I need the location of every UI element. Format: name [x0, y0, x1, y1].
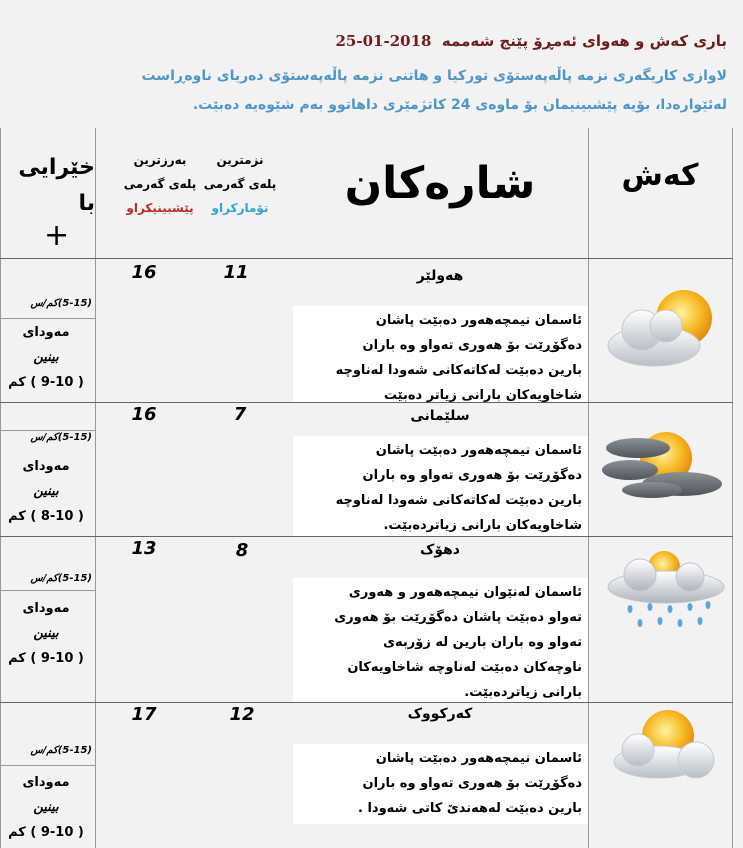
description-line: ئاسمان نیمچەهەور دەبێت پاشان [375, 751, 582, 766]
description-line: ئاسمان نیمچەهەور دەبێت پاشان [375, 443, 582, 458]
weather-column-header: کەش [621, 158, 699, 193]
summary-line-2: لەئێوارەدا، بۆیە پێشبینیمان بۆ ماوەی 24 کاتژمێری داهاتوو بەم شێوەیە دەبێت. [192, 97, 727, 113]
description-line: شاخاویەکان بارانی زیاتر دەبێت [383, 388, 582, 403]
wind-header-line-2: با [78, 191, 95, 216]
description-line: دەگۆڕێت بۆ هەوری تەواو وە باران [362, 338, 582, 353]
description-line: شاخاویەکان بارانی زیاتردەبێت. [383, 518, 582, 533]
min-temp-value: 7 [233, 404, 247, 425]
description-line: دەگۆڕێت بۆ هەوری تەواو وە باران [362, 776, 582, 791]
visibility-range: ( 9-10 ) کم [8, 375, 84, 390]
cities-column-header: شارەکان [344, 158, 536, 209]
visibility-label: بینین [33, 350, 59, 365]
description-line: بارین دەبێت لەکاتەکانی شەودا لەناوچە [335, 363, 582, 378]
wind-speed-value: (5-15)کم/س [30, 745, 92, 756]
forecast-summary [27, 62, 727, 120]
min-temp-header-line-1: نزمترین [216, 153, 264, 167]
max-temp-header-line-2: پلەی گەرمی [123, 177, 197, 191]
wind-speed-value: (5-15)کم/س [30, 298, 92, 309]
max-temp-header-line-3: پێشبینیکراو [126, 201, 194, 215]
visibility-label: مەودای [22, 325, 70, 340]
visibility-range: ( 9-10 ) کم [8, 651, 84, 666]
wind-speed-value: (5-15)کم/س [30, 432, 92, 443]
visibility-label: مەودای [22, 601, 70, 616]
wind-speed-header [0, 150, 95, 222]
max-temp-value: 16 [131, 404, 157, 425]
date: 2018-01-25 [335, 32, 432, 50]
sun-dark-clouds-icon [602, 418, 728, 508]
description-line: ناوچەکان دەبێت لەناوچە شاخاویەکان [347, 660, 582, 675]
summary-line-1: لاوازی کاریگەری نزمە پاڵەپەستۆی تورکیا و هاتنی نزمە پاڵەپەستۆی دەریای ناوەڕاست [141, 68, 727, 84]
city-name: هەولێر [416, 268, 464, 284]
max-temp-value: 16 [131, 262, 157, 283]
min-temp-header-line-2: پلەی گەرمی [203, 177, 277, 191]
description-line: تەواو وە باران بارین لە زۆربەی [383, 635, 582, 650]
city-name: دهۆک [419, 542, 460, 558]
weather-description [293, 436, 588, 536]
visibility-range: ( 9-10 ) کم [8, 825, 84, 840]
max-temp-value: 17 [131, 704, 157, 725]
visibility [0, 454, 92, 529]
description-line: بارانی زیاتردەبێت. [464, 685, 582, 700]
max-temp-header-line-1: بەرزترین [133, 153, 187, 167]
max-temp-value: 13 [131, 538, 157, 559]
city-name: کەرکووک [407, 706, 473, 722]
partly-cloudy-icon [604, 706, 728, 786]
rain-cloud-icon [600, 545, 730, 635]
visibility [0, 596, 92, 671]
min-temp-value: 11 [223, 262, 249, 283]
weather-description [293, 578, 588, 702]
visibility-label: مەودای [22, 775, 70, 790]
visibility [0, 320, 92, 395]
min-temp-header-line-3: تۆمارکراو [211, 201, 269, 215]
plus-icon: + [44, 218, 70, 253]
visibility [0, 770, 92, 845]
description-line: بارین دەبێت لەکاتەکانی شەودا لەناوچە [335, 493, 582, 508]
visibility-label: مەودای [22, 459, 70, 474]
city-name: سلێمانی [410, 408, 470, 424]
description-line: ئاسمان نیمچەهەور دەبێت پاشان [375, 313, 582, 328]
page-title [336, 32, 728, 50]
partly-cloudy-icon [602, 282, 728, 374]
max-temp-header [110, 148, 210, 220]
description-line: دەگۆڕێت بۆ هەوری تەواو وە باران [362, 468, 582, 483]
description-line: بارین دەبێت لەهەندێ کاتی شەودا . [357, 801, 582, 816]
min-temp-value: 12 [229, 704, 255, 725]
wind-speed-value: (5-15)کم/س [30, 573, 92, 584]
description-line: تەواو دەبێت پاشان دەگۆڕێت بۆ هەوری [334, 610, 582, 625]
visibility-label: بینین [33, 484, 59, 499]
visibility-label: بینین [33, 800, 59, 815]
description-line: ئاسمان لەنێوان نیمچەهەور و هەوری [348, 585, 582, 600]
weather-description [293, 744, 588, 824]
wind-header-line-1: خێرایی [18, 155, 95, 180]
visibility-range: ( 8-10 ) کم [8, 509, 84, 524]
title-text: باری کەش و هەوای ئەمڕۆ پێنج شەممە [441, 32, 727, 50]
weather-description [293, 306, 588, 402]
visibility-label: بینین [33, 626, 59, 641]
min-temp-value: 8 [235, 540, 249, 561]
